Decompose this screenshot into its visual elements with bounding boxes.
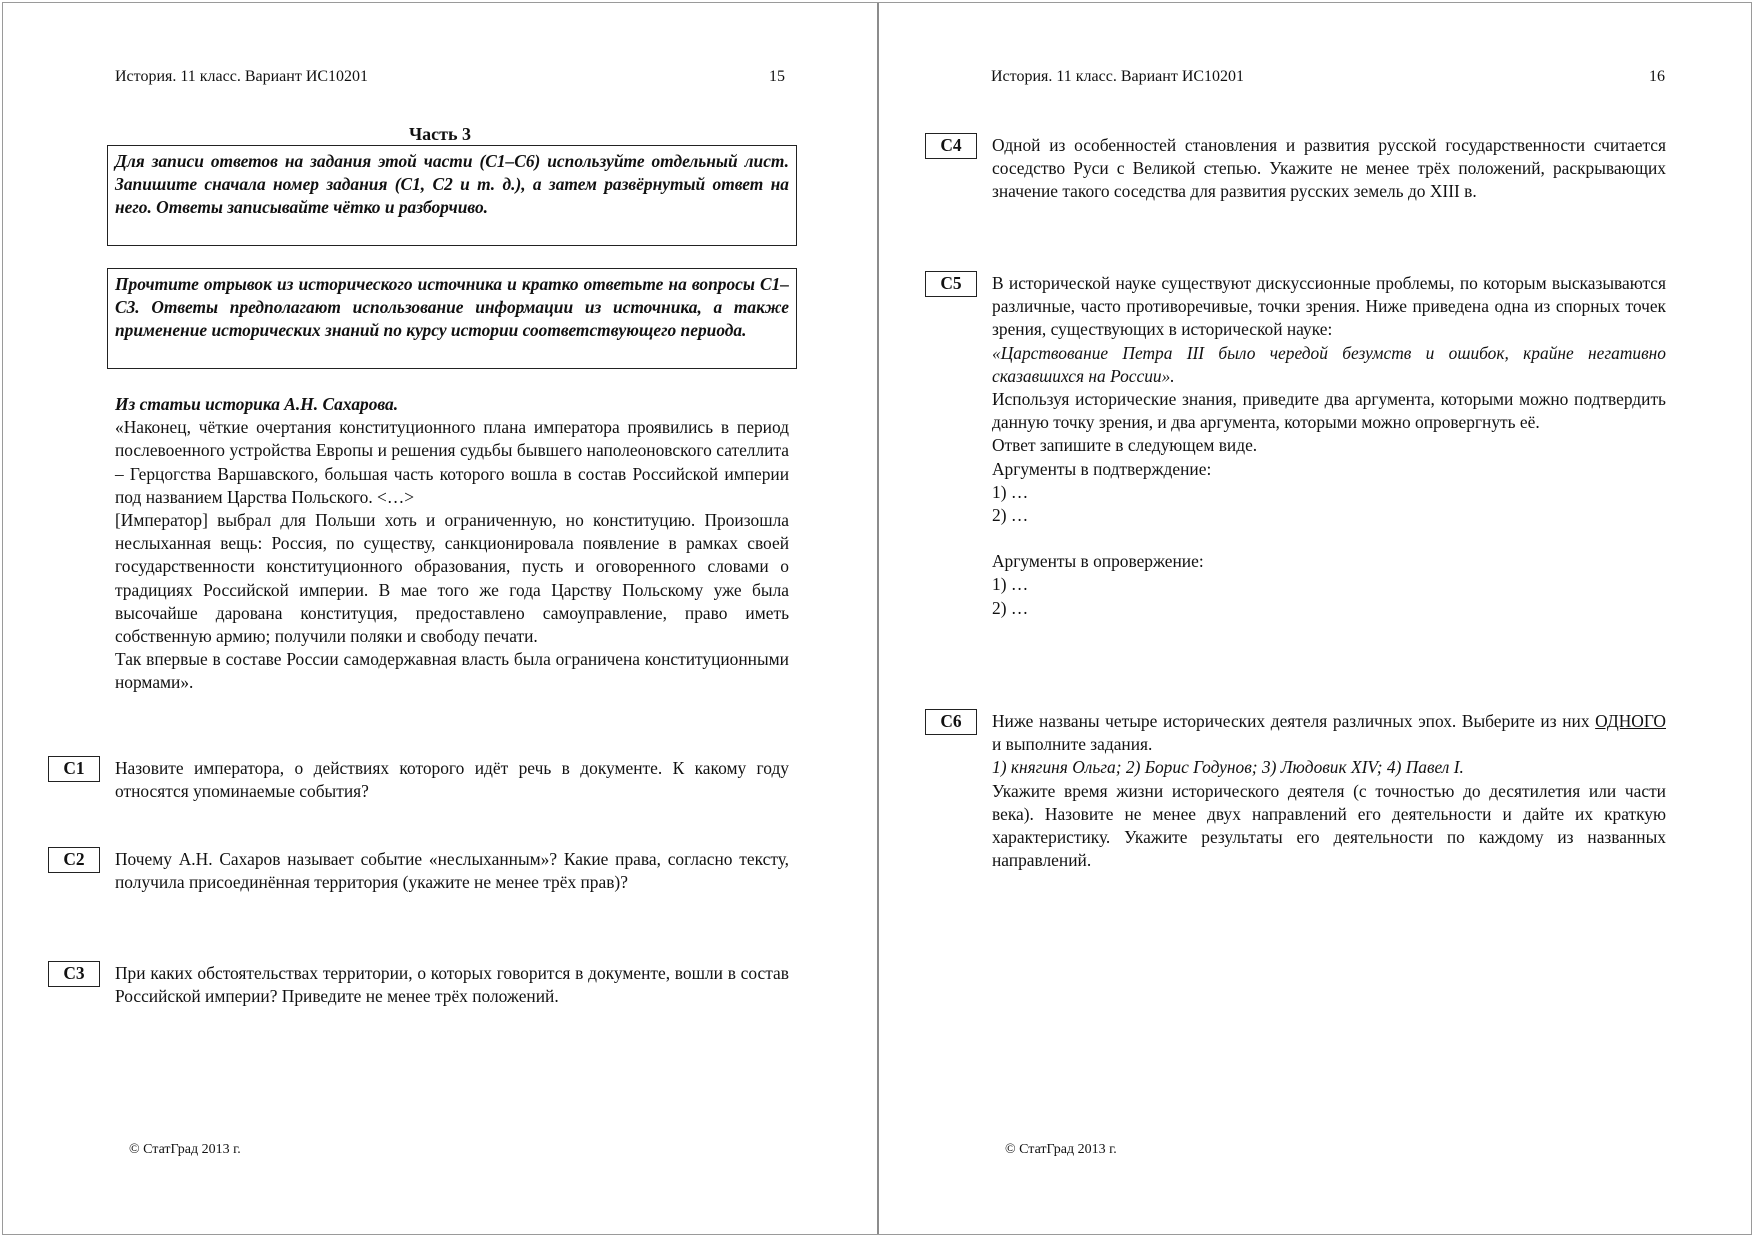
instruction-box-source <box>107 268 797 369</box>
question-label-c5: С5 <box>925 271 977 297</box>
c6-intro-after: и выполните задания. <box>992 734 1153 755</box>
page-header: История. 11 класс. Вариант ИС10201 <box>115 68 369 85</box>
question-text-c4: Одной из особенностей становления и развития русской государственности считается соседство Руси с Великой степью. Укажите не менее трёх положений, раскрывающих значение такого соседства для развития русских земель до XIII в. <box>992 135 1666 202</box>
source-excerpt <box>115 393 789 695</box>
page-footer: © СтатГрад 2013 г. <box>1005 1142 1117 1157</box>
right-page <box>879 3 1753 1234</box>
question-label-c4: С4 <box>925 133 977 159</box>
blank-line <box>992 527 1666 550</box>
question-label-c1: С1 <box>48 756 100 782</box>
page-header: История. 11 класс. Вариант ИС10201 <box>991 68 1245 85</box>
c5-task: Используя исторические знания, приведите два аргумента, которыми можно подтвердить данную точку зрения, и два аргумента, которыми можно опровергнуть её. <box>992 389 1666 433</box>
instruction-text: Для записи ответов на задания этой части (С1–С6) используйте отдельный лист. Запишите сначала номер задания (С1, С2 и т. д.), а затем развёрнутый ответ на него. Ответы записывайте чётко и разборчиво. <box>115 151 789 218</box>
left-page <box>3 3 877 1234</box>
document-spread <box>2 2 1752 1235</box>
c5-quote: «Царствование Петра III было чередой безумств и ошибок, крайне негативно сказавшихся на России». <box>992 342 1666 386</box>
c6-figures: 1) княгиня Ольга; 2) Борис Годунов; 3) Людовик XIV; 4) Павел I. <box>992 757 1464 778</box>
c5-refute-title: Аргументы в опровержение: <box>992 551 1204 572</box>
c6-intro-before: Ниже названы четыре исторических деятеля различных эпох. Выберите из них <box>992 711 1596 731</box>
c5-format-line: Ответ запишите в следующем виде. <box>992 435 1258 456</box>
page-footer: © СтатГрад 2013 г. <box>129 1142 241 1157</box>
page-number: 16 <box>1649 68 1665 85</box>
question-text-c3: При каких обстоятельствах территории, о которых говорится в документе, вошли в состав Российской империи? Приведите не менее трёх положений. <box>115 963 789 1007</box>
source-title: Из статьи историка А.Н. Сахарова. <box>115 394 399 414</box>
question-label-c2: С2 <box>48 847 100 873</box>
instruction-text: Прочтите отрывок из исторического источника и кратко ответьте на вопросы С1–С3. Ответы предполагают использование информации из источника, а также применение исторических знаний по курсу истории соответствующего периода. <box>115 274 789 341</box>
source-paragraph: «Наконец, чёткие очертания конституционного плана императора проявились в период послевоенного устройства Европы и решения судьбы бывшего наполеоновского сателлита – Герцогства Варшавского, большая часть которого вошла в состав Российской империи под названием Царства Польского. <…> <box>115 417 789 507</box>
c6-intro-underlined: ОДНОГО <box>1595 711 1666 731</box>
question-block-c5 <box>992 272 1666 620</box>
c6-intro <box>992 710 1666 756</box>
c5-confirm-item: 2) … <box>992 505 1029 526</box>
source-paragraph: [Император] выбрал для Польши хоть и ограниченную, но конституцию. Произошла неслыханная вещь: Россия, по существу, санкционировала появление в рамках своей государственности конституционного образования, пусть и оговоренного словами о традициях Российской империи. В мае того же года Царству Польскому уже была высочайше дарована конституция, предоставлено самоуправление, право иметь собственную армию; получили поляки и свободу печати. <box>115 510 789 647</box>
question-block-c6 <box>992 710 1666 872</box>
c5-refute-item: 2) … <box>992 597 1029 618</box>
c5-confirm-item: 1) … <box>992 481 1029 502</box>
question-text-c2: Почему А.Н. Сахаров называет событие «неслыханным»? Какие права, согласно тексту, получила присоединённая территория (укажите не менее трёх прав)? <box>115 849 789 893</box>
source-paragraph: Так впервые в составе России самодержавная власть была ограничена конституционными нормами». <box>115 649 789 693</box>
question-text-c1: Назовите императора, о действиях которого идёт речь в документе. К какому году относятся упоминаемые события? <box>115 758 789 802</box>
part-title: Часть 3 <box>408 124 472 144</box>
c5-refute-item: 1) … <box>992 574 1029 595</box>
instruction-box-general <box>107 145 797 246</box>
page-number: 15 <box>769 68 785 85</box>
c5-intro: В исторической науке существуют дискуссионные проблемы, по которым высказываются различные, часто противоречивые, точки зрения. Ниже приведена одна из спорных точек зрения, существующих в исторической науке: <box>992 273 1666 340</box>
c5-confirm-title: Аргументы в подтверждение: <box>992 458 1212 479</box>
c6-task: Укажите время жизни исторического деятеля (с точностью до десятилетия или части века). Назовите не менее двух направлений его деятельности и дайте их краткую характеристику. Укажите результаты его деятельности по каждому из названных направлений. <box>992 780 1666 871</box>
question-label-c3: С3 <box>48 961 100 987</box>
question-label-c6: С6 <box>925 709 977 735</box>
